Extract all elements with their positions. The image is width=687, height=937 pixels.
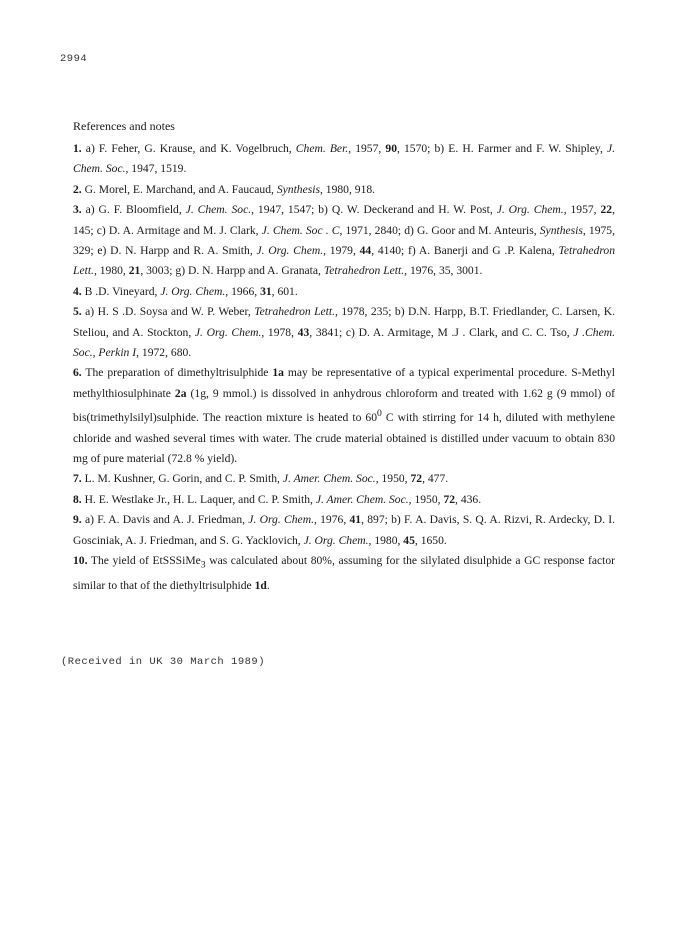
ref-text: , 1975, 329; e) D. N. Harpp and R. A. Smith, — [73, 223, 615, 258]
ref-text: . — [266, 578, 270, 592]
journal-name: J. Org. Chem. — [256, 244, 324, 258]
reference-3 — [73, 200, 615, 282]
compound-label: 2a — [174, 386, 187, 400]
volume-number: 41 — [349, 513, 362, 527]
ref-text: , 1957, — [348, 142, 386, 155]
received-date: (Received in UK 30 March 1989) — [61, 656, 266, 668]
ref-text: (1g, 9 mmol.) is dissolved in anhydrous chloroform and treated with 1.62 g (9 mmol) of bis(trimethylsilyl)sulphide. The reaction mixture is heated to 60 — [73, 386, 615, 425]
degree-superscript: 0 — [377, 408, 382, 420]
volume-number: 45 — [403, 533, 415, 547]
reference-6 — [73, 363, 615, 469]
journal-name: Tetrahedron Lett. — [323, 264, 405, 278]
ref-text: , 1980, — [93, 264, 129, 278]
journal-name: J. Org. Chem. — [303, 533, 369, 547]
ref-text: , 601. — [271, 284, 298, 298]
compound-label: 1a — [272, 366, 284, 380]
volume-number: 43 — [297, 325, 310, 339]
journal-name: J. Amer. Chem. Soc. — [282, 472, 376, 486]
ref-text: , 1976, — [313, 513, 350, 527]
volume-number: 31 — [260, 284, 272, 298]
journal-name: Synthesis — [276, 182, 320, 196]
ref-text: , 436. — [455, 492, 482, 506]
journal-name: J. Org. Chem. — [248, 513, 314, 527]
ref-text: , 145; c) D. A. Armitage and M. J. Clark, — [73, 203, 615, 237]
journal-name: J. Org. Chem. — [496, 203, 564, 217]
volume-number: 72 — [443, 492, 456, 506]
ref-number: 1. — [73, 142, 82, 155]
journal-name: J .Chem. Soc., Perkin I — [73, 325, 615, 360]
reference-9 — [73, 510, 615, 551]
journal-name: Tetrahedron Lett. — [73, 244, 616, 278]
journal-name: J. Org. Chem. — [160, 284, 226, 298]
ref-text: , 1966, — [225, 284, 261, 298]
ref-text: , 1980, 918. — [319, 182, 376, 196]
ref-text: , 897; b) F. A. Davis, S. Q. A. Rizvi, R. Ardecky, D. I. Gosciniak, A. J. Friedman, and S. G. Yacklovich, — [73, 513, 616, 547]
ref-text: H. E. Westlake Jr., H. L. Laquer, and C. P. Smith, — [81, 492, 316, 506]
ref-text: , 1957, — [563, 203, 601, 217]
ref-number: 3. — [73, 203, 82, 217]
ref-text: G. Morel, E. Marchand, and A. Faucaud, — [81, 182, 277, 196]
ref-number: 8. — [73, 492, 82, 506]
ref-text: B .D. Vineyard, — [81, 284, 161, 298]
subscript: 3 — [200, 559, 206, 571]
compound-label: 1d — [254, 578, 267, 592]
ref-text: , 1650. — [414, 533, 447, 547]
volume-number: 21 — [128, 264, 141, 278]
ref-text: , 1978, 235; b) D.N. Harpp, B.T. Friedlander, C. Larsen, K. Steliou, and A. Stockton, — [73, 305, 615, 339]
ref-text: , 3003; g) D. N. Harpp and A. Granata, — [140, 264, 324, 278]
journal-name: J. Chem. Soc . C — [261, 223, 340, 237]
ref-text: , 3841; c) D. A. Armitage, M .J . Clark, and C. C. Tso, — [309, 325, 574, 339]
ref-text: , 1950, — [408, 492, 444, 506]
ref-number: 6. — [73, 366, 82, 380]
ref-text: The yield of EtSSSiMe — [87, 553, 201, 567]
page-number: 2994 — [60, 53, 88, 65]
ref-text: C with stirring for 14 h, diluted with methylene chloride and washed several times with water. The crude material obtained is distilled under vacuum to obtain 830 mg of pure material (72.8 % yield). — [73, 411, 615, 465]
reference-5 — [73, 302, 615, 363]
reference-1 — [73, 139, 615, 180]
ref-text: , 1947, 1547; b) Q. W. Deckerand and H. W. Post, — [251, 203, 497, 217]
references-list — [73, 139, 615, 596]
ref-text: , 1980, — [368, 533, 404, 547]
ref-number: 7. — [73, 472, 82, 486]
journal-name: J. Org. Chem. — [194, 325, 262, 339]
ref-text: , 1971, 2840; d) G. Goor and M. Anteuris, — [339, 223, 540, 237]
ref-text: , 1976, 35, 3001. — [404, 264, 483, 278]
references-heading: References and notes — [73, 119, 175, 133]
ref-number: 9. — [73, 513, 82, 527]
ref-text: L. M. Kushner, G. Gorin, and C. P. Smith, — [81, 472, 283, 486]
ref-text: , 1950, — [375, 472, 411, 486]
journal-name: J. Chem. Soc. — [185, 203, 252, 217]
journal-name: Tetrahedron Lett. — [254, 305, 336, 319]
reference-8 — [73, 490, 615, 510]
journal-name: Synthesis — [539, 223, 583, 237]
volume-number: 22 — [600, 203, 613, 217]
ref-text: a) F. Feher, G. Krause, and K. Vogelbruch, — [81, 142, 296, 155]
journal-name: J. Amer. Chem. Soc. — [315, 492, 409, 506]
volume-number: 90 — [385, 142, 397, 155]
ref-text: , 1947, 1519. — [125, 162, 187, 176]
ref-number: 10. — [73, 553, 88, 567]
ref-number: 4. — [73, 284, 82, 298]
ref-text: a) F. A. Davis and A. J. Friedman, — [81, 513, 249, 527]
journal-name: J. Chem. Soc. — [73, 142, 616, 176]
reference-2 — [73, 180, 615, 200]
reference-7 — [73, 469, 615, 489]
ref-number: 5. — [73, 305, 82, 319]
ref-text: The preparation of dimethyltrisulphide — [81, 366, 273, 380]
ref-number: 2. — [73, 182, 82, 196]
reference-10 — [73, 551, 615, 596]
ref-text: , 1570; b) E. H. Farmer and F. W. Shipley, — [396, 142, 607, 155]
ref-text: a) G. F. Bloomfield, — [81, 203, 186, 217]
ref-text: , 1978, — [261, 325, 298, 339]
reference-4 — [73, 282, 615, 302]
journal-name: Chem. Ber. — [295, 142, 349, 155]
ref-text: a) H. S .D. Soysa and W. P. Weber, — [81, 305, 255, 319]
volume-number: 72 — [410, 472, 423, 486]
ref-text: , 1979, — [323, 244, 360, 258]
ref-text: was calculated about 80%, assuming for the silylated disulphide a GC response factor similar to that of the diethyltrisulphide — [73, 553, 615, 592]
volume-number: 44 — [359, 244, 372, 258]
ref-text: , 4140; f) A. Banerji and G .P. Kalena, — [371, 244, 559, 258]
ref-text: , 1972, 680. — [136, 346, 192, 360]
ref-text: may be representative of a typical experimental procedure. S-Methyl methylthiosulphinate — [73, 366, 615, 400]
ref-text: , 477. — [422, 472, 449, 486]
